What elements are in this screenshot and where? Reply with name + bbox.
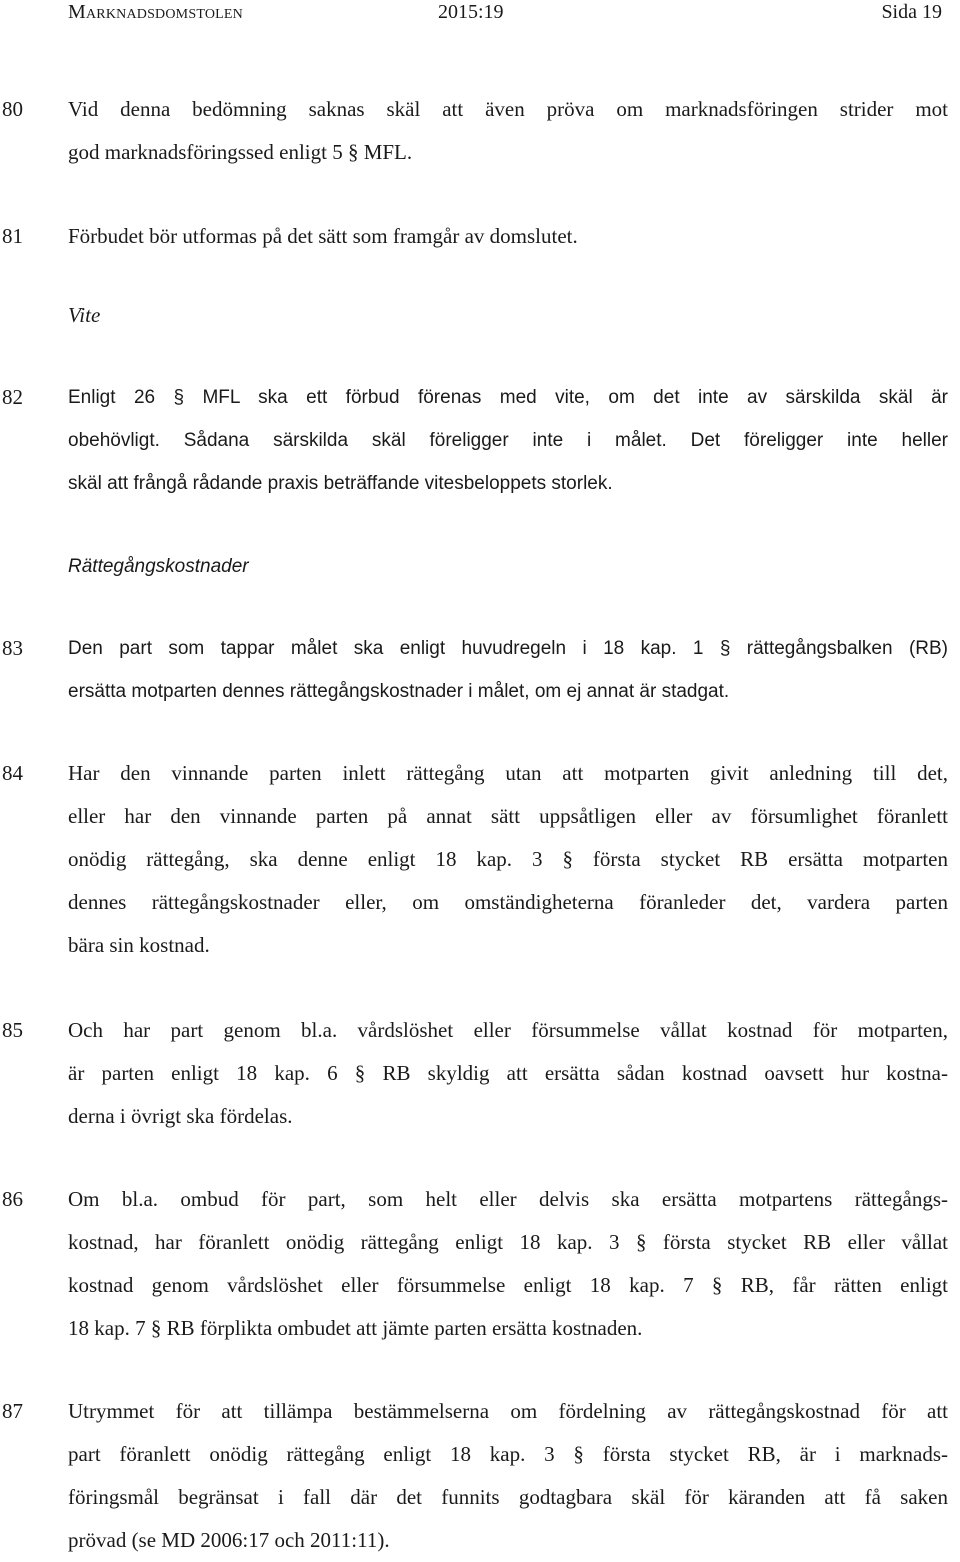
paragraph-text (68, 88, 948, 174)
paragraph-line: Den part som tappar målet ska enligt huvudregeln i 18 kap. 1 § rättegångsbalken (RB) (68, 638, 948, 659)
paragraph-number: 84 (2, 761, 23, 785)
paragraph-line: dennes rättegångskostnader eller, om omständigheterna föranleder det, vardera parten (68, 890, 948, 914)
paragraph-number: 85 (2, 1018, 23, 1042)
paragraph-text (68, 1009, 948, 1138)
paragraph-line: Utrymmet för att tillämpa bestämmelserna om fördelning av rättegångskostnad för att (68, 1399, 948, 1423)
paragraph-line: bära sin kostnad. (68, 933, 210, 957)
section-heading-rattegangskostnader: Rättegångskostnader (68, 556, 249, 577)
paragraph-line: Har den vinnande parten inlett rättegång utan att motparten givit anledning till det, (68, 761, 948, 785)
paragraph-text (68, 1390, 948, 1562)
paragraph-line: är parten enligt 18 kap. 6 § RB skyldig att ersätta sådan kostnad oavsett hur kostna- (68, 1061, 948, 1085)
section-heading-vite: Vite (68, 303, 101, 327)
paragraph-number: 86 (2, 1187, 23, 1211)
case-reference: 2015:19 (438, 1, 504, 23)
paragraph-number: 80 (2, 97, 23, 121)
paragraph-text (68, 215, 948, 258)
paragraph-text (68, 627, 948, 713)
paragraph-line: kostnad, har föranlett onödig rättegång enligt 18 kap. 3 § första stycket RB eller vållat (68, 1230, 948, 1254)
paragraph-number: 83 (2, 636, 23, 660)
page-header (0, 0, 960, 24)
paragraph-line: 18 kap. 7 § RB förplikta ombudet att jämte parten ersätta kostnaden. (68, 1316, 643, 1340)
paragraph-text (68, 752, 948, 967)
paragraph-line: skäl att frångå rådande praxis beträffande vitesbeloppets storlek. (68, 473, 613, 494)
page-number: Sida 19 (881, 1, 942, 23)
paragraph-line: onödig rättegång, ska denne enligt 18 kap. 3 § första stycket RB ersätta motparten (68, 847, 948, 871)
paragraph-line: prövad (se MD 2006:17 och 2011:11). (68, 1528, 390, 1552)
paragraph-line: kostnad genom vårdslöshet eller försummelse enligt 18 kap. 7 § RB, får rätten enligt (68, 1273, 948, 1297)
paragraph-line: Vid denna bedömning saknas skäl att även pröva om marknadsföringen strider mot (68, 97, 948, 121)
court-name: Marknadsdomstolen (68, 1, 243, 23)
paragraph-line: föringsmål begränsat i fall där det funnits godtagbara skäl för käranden att få saken (68, 1485, 948, 1509)
paragraph-line: god marknadsföringssed enligt 5 § MFL. (68, 140, 413, 164)
paragraph-line: obehövligt. Sådana särskilda skäl föreligger inte i målet. Det föreligger inte heller (68, 430, 948, 451)
paragraph-line: ersätta motparten dennes rättegångskostnader i målet, om ej annat är stadgat. (68, 681, 730, 702)
paragraph-line: Om bl.a. ombud för part, som helt eller delvis ska ersätta motpartens rättegångs- (68, 1187, 948, 1211)
paragraph-line: eller har den vinnande parten på annat sätt uppsåtligen eller av försumlighet föranlett (68, 804, 948, 828)
paragraph-number: 81 (2, 224, 23, 248)
paragraph-line: part föranlett onödig rättegång enligt 18 kap. 3 § första stycket RB, är i marknads- (68, 1442, 948, 1466)
paragraph-line: Och har part genom bl.a. vårdslöshet eller försummelse vållat kostnad för motparten, (68, 1018, 948, 1042)
paragraph-number: 82 (2, 385, 23, 409)
paragraph-text (68, 376, 948, 505)
paragraph-line: derna i övrigt ska fördelas. (68, 1104, 293, 1128)
paragraph-line: Förbudet bör utformas på det sätt som framgår av domslutet. (68, 224, 578, 248)
paragraph-line: Enligt 26 § MFL ska ett förbud förenas med vite, om det inte av särskilda skäl är (68, 387, 948, 408)
paragraph-text (68, 1178, 948, 1350)
paragraph-number: 87 (2, 1399, 23, 1423)
